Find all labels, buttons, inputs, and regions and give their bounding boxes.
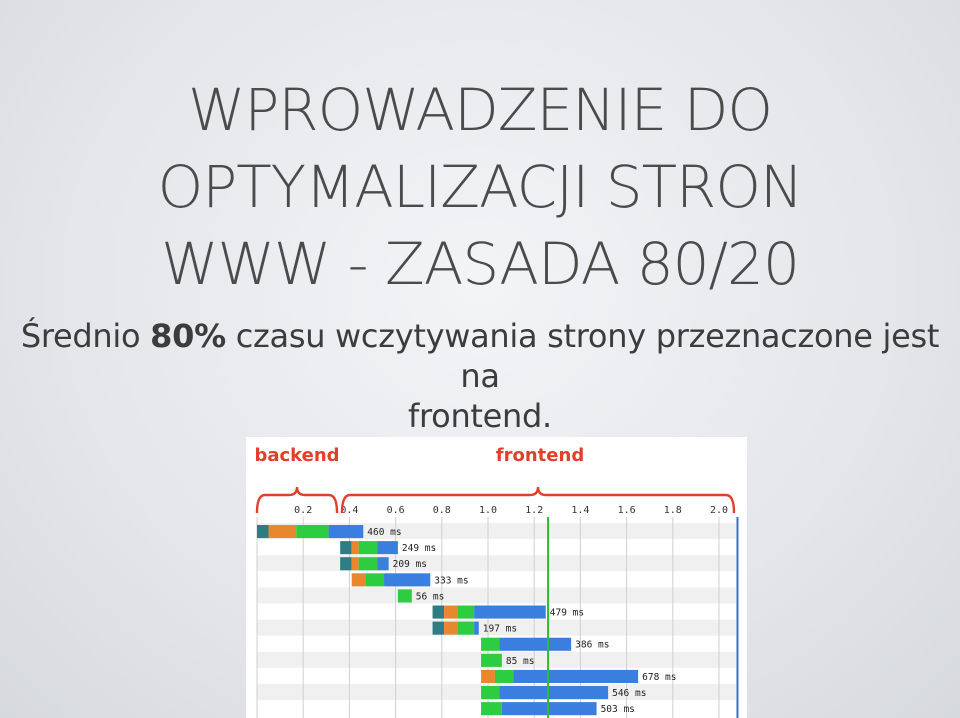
bar-segment-wait xyxy=(359,557,377,570)
request-duration-label: 85 ms xyxy=(505,655,535,667)
row-background xyxy=(257,539,736,555)
axis-tick-label: 0.4 xyxy=(340,505,359,516)
bar-segment-receive xyxy=(384,573,430,586)
bar-segment-wait xyxy=(398,589,412,602)
axis-tick-label: 0.2 xyxy=(294,505,313,516)
request-duration-label: 546 ms xyxy=(612,688,647,699)
row-background xyxy=(257,587,736,603)
bar-segment-connect xyxy=(269,525,297,538)
bar-segment-receive xyxy=(513,670,638,683)
bar-segment-receive xyxy=(474,622,479,635)
backend-label: backend xyxy=(254,445,340,466)
bar-segment-receive xyxy=(500,686,609,699)
bar-segment-dns xyxy=(257,525,269,538)
bar-segment-dns xyxy=(433,606,445,619)
bar-segment-dns xyxy=(340,541,352,554)
subtitle-highlight: 80% xyxy=(150,317,226,355)
bar-segment-receive xyxy=(377,557,389,570)
bar-segment-wait xyxy=(296,525,328,538)
axis-tick-label: 0.6 xyxy=(386,505,405,516)
axis-tick-label: 1.4 xyxy=(571,505,590,516)
bar-segment-connect xyxy=(444,606,458,619)
request-duration-label: 460 ms xyxy=(367,527,402,538)
bar-segment-wait xyxy=(359,541,377,554)
bar-segment-wait xyxy=(458,606,474,619)
row-background xyxy=(257,571,736,587)
waterfall-chart-image xyxy=(246,437,747,718)
bar-segment-connect xyxy=(352,557,359,570)
axis-tick-label: 1.6 xyxy=(617,505,636,516)
bar-segment-dns xyxy=(340,557,352,570)
request-duration-label: 197 ms xyxy=(482,623,518,635)
request-duration-label: 678 ms xyxy=(642,671,677,683)
axis-tick-label: 2.0 xyxy=(709,505,729,516)
bar-segment-connect xyxy=(444,622,458,635)
bar-segment-wait xyxy=(481,638,499,651)
axis-tick-label: 0.8 xyxy=(432,505,451,516)
bar-segment-receive xyxy=(377,541,398,554)
slide-title-line-1: WPROWADZENIE DO xyxy=(187,76,773,144)
bar-segment-dns xyxy=(433,622,445,635)
slide-title xyxy=(0,72,960,303)
waterfall-svg xyxy=(246,437,747,718)
bar-segment-wait xyxy=(458,622,474,635)
subtitle-prefix: Średnio xyxy=(20,317,151,355)
request-duration-label: 333 ms xyxy=(434,575,469,587)
request-duration-label: 479 ms xyxy=(549,607,585,619)
request-duration-label: 386 ms xyxy=(575,639,610,651)
subtitle-line-2: frontend. xyxy=(408,397,552,435)
request-duration-label: 56 ms xyxy=(415,591,445,603)
frontend-label: frontend xyxy=(495,445,585,466)
subtitle-line-1 xyxy=(0,316,960,396)
slide-title-line-2: OPTYMALIZACJI STRON xyxy=(157,153,803,221)
bar-segment-wait xyxy=(481,654,502,667)
axis-tick-label: 1.8 xyxy=(663,505,682,516)
bar-segment-receive xyxy=(502,702,597,715)
row-background xyxy=(257,555,736,571)
bar-segment-wait xyxy=(481,702,502,715)
bar-segment-receive xyxy=(329,525,364,538)
bar-segment-connect xyxy=(352,573,366,586)
request-duration-label: 249 ms xyxy=(401,543,437,555)
bar-segment-wait xyxy=(495,670,513,683)
request-duration-label: 209 ms xyxy=(392,559,427,571)
bar-segment-wait xyxy=(366,573,384,586)
slide-subtitle xyxy=(0,316,960,436)
bar-segment-receive xyxy=(500,638,572,651)
bar-segment-connect xyxy=(352,541,359,554)
slide-title-line-3: WWW - ZASADA 80/20 xyxy=(161,230,799,298)
bar-segment-connect xyxy=(481,670,495,683)
axis-tick-label: 1.2 xyxy=(525,505,544,516)
bar-segment-receive xyxy=(474,606,546,619)
bar-segment-wait xyxy=(481,686,499,699)
request-duration-label: 503 ms xyxy=(600,704,635,716)
axis-tick-label: 1.0 xyxy=(478,505,498,516)
subtitle-rest: czasu wczytywania strony przeznaczone jest na xyxy=(225,317,940,395)
